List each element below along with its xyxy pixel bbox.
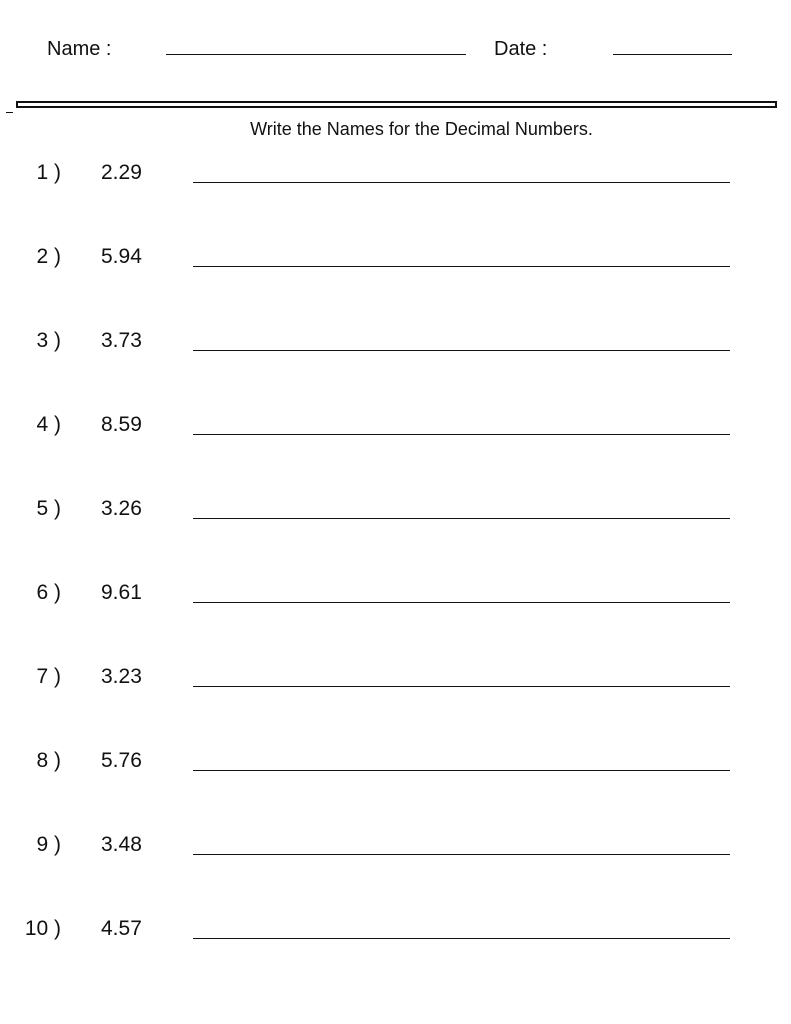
answer-line[interactable] bbox=[193, 518, 730, 519]
problem-number: 4 ) bbox=[36, 413, 61, 436]
header-divider bbox=[16, 101, 777, 108]
date-label: Date : bbox=[494, 38, 548, 60]
problem-number: 2 ) bbox=[36, 245, 61, 268]
problem-number: 1 ) bbox=[36, 161, 61, 184]
problem-row bbox=[0, 328, 791, 368]
decimal-value: 8.59 bbox=[101, 413, 142, 436]
problem-number: 8 ) bbox=[36, 749, 61, 772]
answer-line[interactable] bbox=[193, 350, 730, 351]
problem-row bbox=[0, 832, 791, 872]
answer-line[interactable] bbox=[193, 266, 730, 267]
problem-row bbox=[0, 244, 791, 284]
date-field-line[interactable] bbox=[613, 54, 732, 55]
decimal-value: 4.57 bbox=[101, 917, 142, 940]
problem-row bbox=[0, 580, 791, 620]
name-label: Name : bbox=[47, 38, 112, 60]
problem-row bbox=[0, 748, 791, 788]
answer-line[interactable] bbox=[193, 938, 730, 939]
problem-number: 5 ) bbox=[36, 497, 61, 520]
decimal-value: 5.94 bbox=[101, 245, 142, 268]
answer-line[interactable] bbox=[193, 434, 730, 435]
problem-row bbox=[0, 664, 791, 704]
problem-row bbox=[0, 916, 791, 956]
decimal-value: 3.73 bbox=[101, 329, 142, 352]
problem-row bbox=[0, 412, 791, 452]
name-field-line[interactable] bbox=[166, 54, 466, 55]
decimal-value: 3.26 bbox=[101, 497, 142, 520]
decimal-value: 9.61 bbox=[101, 581, 142, 604]
answer-line[interactable] bbox=[193, 854, 730, 855]
decimal-value: 5.76 bbox=[101, 749, 142, 772]
problem-number: 9 ) bbox=[36, 833, 61, 856]
decimal-value: 3.23 bbox=[101, 665, 142, 688]
decimal-value: 3.48 bbox=[101, 833, 142, 856]
margin-tick-mark bbox=[6, 112, 13, 113]
problem-number: 3 ) bbox=[36, 329, 61, 352]
problem-number: 7 ) bbox=[36, 665, 61, 688]
instructions: Write the Names for the Decimal Numbers. bbox=[250, 119, 593, 139]
answer-line[interactable] bbox=[193, 770, 730, 771]
problem-row bbox=[0, 496, 791, 536]
answer-line[interactable] bbox=[193, 602, 730, 603]
answer-line[interactable] bbox=[193, 686, 730, 687]
problem-row bbox=[0, 160, 791, 200]
decimal-value: 2.29 bbox=[101, 161, 142, 184]
answer-line[interactable] bbox=[193, 182, 730, 183]
problem-number: 6 ) bbox=[36, 581, 61, 604]
problem-number: 10 ) bbox=[24, 917, 61, 940]
